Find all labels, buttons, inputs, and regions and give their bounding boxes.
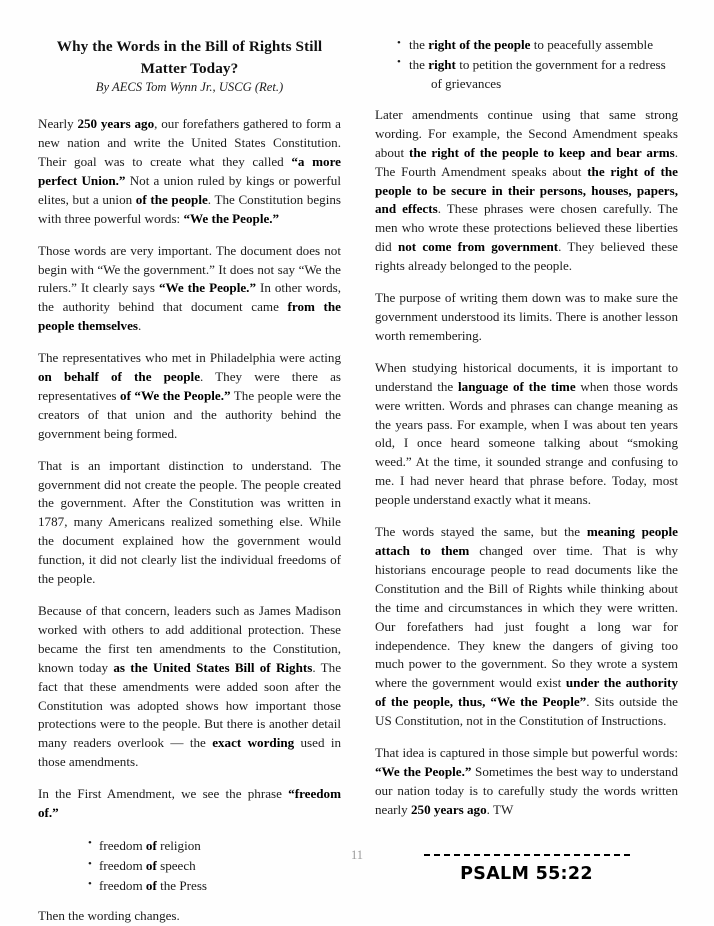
text-run: . The fact that these amendments were added soon after the Constitution was adopted shows how important those protections were to the people. But there is another detail many readers overlook — the [38, 659, 342, 751]
text-run: when those words were written. Words and phrases can change meaning as the years pass. For example, when I was about ten years old, I once heard someone talking about “smoking weed.” At the time, it sounded strange and confusing to me. I had never heard that phrase before. Today, most people understand exactly what it means. [375, 378, 678, 508]
text-run: That idea is captured in those simple but powerful words: [375, 745, 678, 761]
text-run: Those words are very important. The document does not begin with “We the government.” It does not say “We the rulers.” It clearly says [38, 242, 341, 296]
text-run: The words stayed the same, but the [375, 524, 587, 540]
text-run: Nearly [38, 116, 78, 132]
list-item [88, 876, 341, 895]
right-column [375, 36, 679, 884]
text-run: The representatives who met in Philadelphia were acting [38, 350, 341, 366]
right-paragraph-1 [375, 106, 678, 276]
text-run: freedom [99, 837, 146, 853]
emphasis-on-behalf: on behalf of the people [38, 369, 201, 385]
paragraph-1 [38, 115, 341, 228]
text-run: . [138, 318, 142, 334]
text-run: to petition the government for a redress [455, 56, 666, 72]
list-item [397, 56, 678, 94]
paragraph-5 [38, 602, 341, 772]
emphasis-of: of [145, 858, 157, 874]
text-run: Because of that concern, leaders such as James Madison worked with others to add additional protection. These became the first ten amendments to the Constitution, known today [38, 603, 341, 675]
text-run: the [409, 56, 429, 72]
emphasis-keep-and-bear-arms: the right of the people to keep and bear arms [409, 144, 675, 160]
text-run: used in those amendments. [38, 735, 342, 770]
text-run: In the First Amendment, we see the phrase [38, 786, 289, 802]
text-run: to peacefully assemble [530, 37, 654, 52]
emphasis-of: of [145, 837, 157, 853]
text-run: freedom [99, 878, 146, 894]
text-run: . Sits outside the US Constitution, not in the Constitution of Instructions. [375, 694, 678, 729]
text-run: speech [156, 858, 196, 874]
page-number: 11 [350, 848, 364, 862]
text-run: the Press [156, 878, 208, 894]
emphasis-we-the-people: “We the People.” [158, 280, 256, 296]
text-run: . They believed these rights already belonged to the people. [375, 239, 678, 274]
emphasis-of-we-the-people: of “We the People.” [120, 387, 231, 403]
text-run: . These phrases were chosen carefully. The men who wrote these protections believed these liberties did [375, 201, 678, 255]
emphasis-freedom-of: “freedom of.” [38, 786, 341, 821]
text-run: When studying historical documents, it is important to understand the [375, 359, 678, 394]
text-run: . TW [486, 801, 514, 817]
emphasis-we-the-people: “We the People.” [183, 210, 280, 226]
left-column [38, 36, 342, 924]
emphasis-not-come-from-government: not come from government [397, 239, 559, 255]
list-item [397, 36, 678, 55]
paragraph-2 [38, 242, 341, 337]
emphasis-language-of-the-time: language of the time [458, 378, 576, 394]
emphasis-of: of [145, 878, 157, 894]
emphasis-under-the-authority: under the authority of the people, thus, “We the People” [375, 675, 679, 710]
paragraph-3 [38, 349, 341, 444]
right-paragraph-5 [375, 744, 678, 820]
right-paragraph-2: The purpose of writing them down was to make sure the government understood its limits. There is another lesson worth remembering. [375, 290, 678, 343]
emphasis-we-the-people: “We the People.” [375, 763, 472, 779]
text-run: freedom [99, 858, 146, 874]
article-byline: By AECS Tom Wynn Jr., USCG (Ret.) [95, 80, 284, 95]
emphasis-250-years: 250 years ago [77, 116, 155, 132]
emphasis-meaning-people-attach: meaning people attach to them [375, 524, 678, 558]
text-run: , our forefathers gathered to form a new nation and write the United States Constitution. Their goal was to create what they called [38, 116, 341, 169]
text-run: the [409, 37, 429, 52]
article-title: Why the Words in the Bill of Rights Still Matter Today? [56, 38, 323, 77]
emphasis-perfect-union: “a more perfect Union.” [38, 153, 341, 188]
emphasis-of-the-people: of the people [135, 191, 208, 207]
list-item-continuation: of grievances [431, 75, 502, 91]
freedom-list [38, 836, 341, 895]
right-paragraph-4 [375, 523, 678, 731]
text-run: Later amendments continue using that same strong wording. For example, the Second Amendment speaks about [375, 106, 678, 160]
emphasis-exact-wording: exact wording [212, 735, 295, 751]
text-run: The people were the creators of that union and the authority behind the government being formed. [38, 387, 341, 441]
text-run: . The Constitution begins with three powerful words: [38, 191, 342, 226]
paragraph-7: Then the wording changes. [38, 908, 180, 924]
paragraph-6 [38, 785, 341, 823]
text-run: In other words, the authority behind that document came [38, 280, 341, 315]
emphasis-right: right [428, 56, 456, 72]
emphasis-bill-of-rights: as the United States Bill of Rights [113, 659, 313, 675]
text-run: Sometimes the best way to understand our nation today is to carefully study the words written nearly [375, 763, 679, 817]
text-run: Not a union ruled by kings or powerful elites, but a union [38, 172, 341, 207]
emphasis-right-of-the-people: right of the people [428, 37, 531, 52]
text-run: religion [156, 837, 201, 853]
text-run: . They were there as representatives [38, 369, 341, 403]
text-run: changed over time. That is why historians encourage people to read documents like the Constitution and the Bill of Rights while thinking about the time and circumstances in which they were written. Our forefathers had just fought a long war for independence. They knew the dangers of giving too much power to the government. So they wrote a system where the government would exist [375, 542, 678, 691]
paragraph-4: That is an important distinction to understand. The government did not create the people. The people created the government. After the Constitution was written in 1787, many Americans realized something else. While the document explained how the government would function, it did not clearly list the individual freedoms of the people. [38, 457, 341, 587]
rights-list [375, 36, 678, 94]
right-paragraph-3 [375, 359, 678, 510]
text-run: . The Fourth Amendment speaks about [375, 144, 678, 179]
emphasis-250-years-ago: 250 years ago [411, 801, 487, 817]
psalm-heading: PSALM 55:22 [460, 863, 593, 884]
emphasis-secure-in-persons: the right of the people to be secure in their persons, houses, papers, and effects [375, 163, 678, 217]
emphasis-from-the-people: from the people themselves [38, 299, 341, 334]
